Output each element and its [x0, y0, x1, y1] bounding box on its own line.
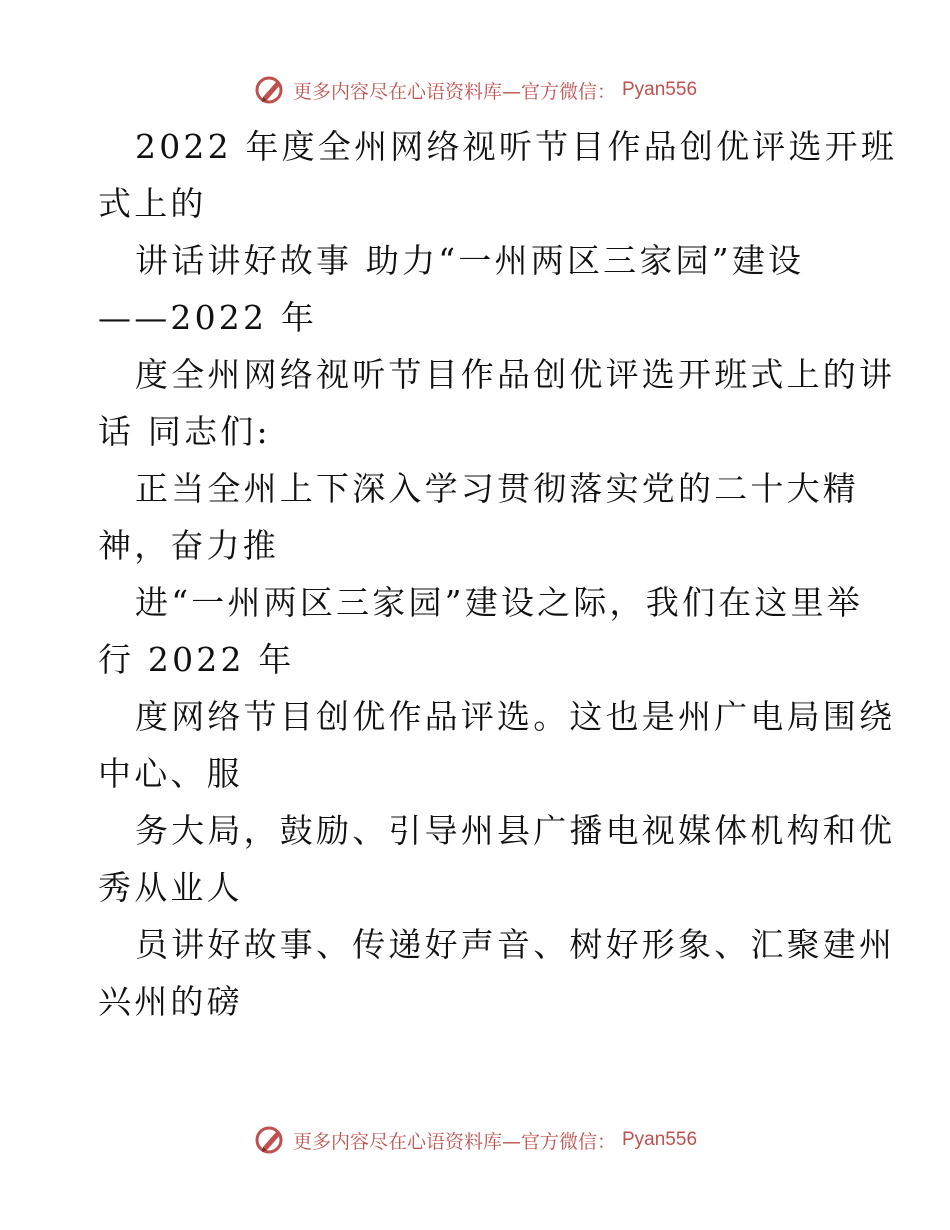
footer-watermark — [0, 1120, 950, 1160]
text-line: 进“一州两区三家园”建设之际，我们在这里举 — [135, 583, 863, 622]
pen-seal-icon — [253, 1123, 287, 1157]
text-line: 2022 年度全州网络视听节目作品创优评选开班 — [135, 127, 898, 166]
text-line: 秀从业人 — [98, 868, 243, 907]
text-line: 中心、服 — [98, 754, 243, 793]
header-watermark — [0, 70, 950, 110]
document-body — [98, 118, 898, 1030]
pen-seal-icon — [253, 73, 287, 107]
text-line: 度网络节目创优作品评选。这也是州广电局围绕 — [135, 697, 896, 736]
watermark-wechat-id: Pyan556 — [622, 1129, 698, 1150]
text-line: ——2022 年 — [98, 298, 318, 337]
text-line: 神，奋力推 — [98, 526, 279, 565]
watermark-wechat-id: Pyan556 — [622, 79, 698, 100]
text-line: 员讲好故事、传递好声音、树好形象、汇聚建州 — [135, 925, 896, 964]
text-line: 式上的 — [98, 184, 207, 223]
text-line: 话 同志们: — [98, 412, 271, 451]
text-line: 讲话讲好故事 助力“一州两区三家园”建设 — [135, 241, 805, 280]
text-line: 兴州的磅 — [98, 982, 243, 1021]
text-line: 行 2022 年 — [98, 640, 295, 679]
text-line: 务大局，鼓励、引导州县广播电视媒体机构和优 — [135, 811, 896, 850]
watermark-text: 更多内容尽在心语资料库—官方微信： — [292, 1130, 616, 1153]
text-line: 度全州网络视听节目作品创优评选开班式上的讲 — [135, 355, 896, 394]
text-line: 正当全州上下深入学习贯彻落实党的二十大精 — [135, 469, 859, 508]
watermark-text: 更多内容尽在心语资料库—官方微信： — [292, 80, 616, 103]
